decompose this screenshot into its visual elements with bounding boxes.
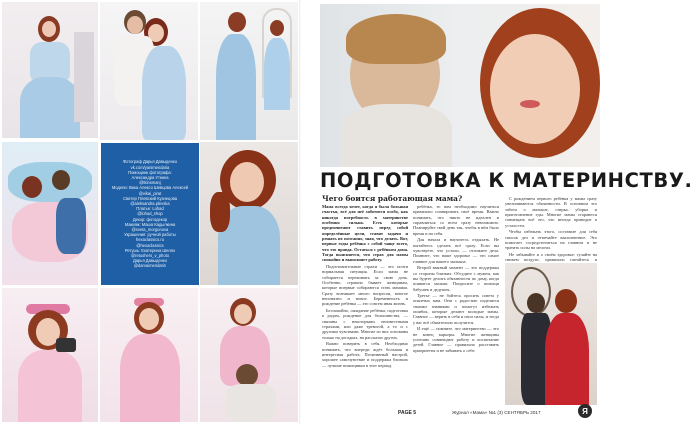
article-paragraph: С рождением первого ребёнка у мамы сразу увеличиваются обязанности. В основном это забота о малыше, стирка, уборка и приготовление еды. Многие мамы стараются совмещать всё это, что иногда приводит к усталости. [505,196,597,228]
credit-line: Макияж: Маша Кадылкина [124,221,176,227]
credit-line: @hexaclassics [136,242,164,248]
article-headline: ПОДГОТОВКА К МАТЕРИНСТВУ. [320,169,693,192]
credit-line: @retushers_v_photo [130,253,170,259]
hero-photo-mother-kiss [320,4,600,167]
credit-line: Платье: Lohad [136,206,164,212]
article-paragraph: Чтобы избежать этого, составьте для себя список дел и отмечайте выполненное. Это помогает сосредоточиться на главном и не тратить силы на мелочи. [505,229,597,251]
credit-line: Модели: Вика Алексо Шевцова Алексей [111,185,189,191]
credit-line: Дарья Давыденко [132,258,168,264]
article-paragraph: Важно поверить в себя. Необходимо понимать, что впереди ждёт большая и интересная работа. Позитивный настрой, хорошее самочувствие и поддержка близких — лучшие помощники в этот период. [322,341,408,368]
article-column-3 [505,196,597,263]
photo-woman-gown-mirror [200,2,298,140]
photo-woman-blue-dress-standing [2,2,98,138]
photo-woman-pink-dress-flowers [100,288,198,422]
photo-woman-portrait-redhead [200,142,298,285]
article-paragraph: Мама всегда хочет, когда я была большая счастья, всё для неё заботится особо, как никогда потребность в материнстве особенно сильна. Есть которые предпочитают ставить перед собой определённые цели, ставят задачи и решать их поэтапно, зная, что делать. Вот, первые годы ребёнка с собой чаще всего, что это правда. Остаться с ребёнком дома. Тогда выясняется, что страх для мамы спокойно и выполняет работу. [322,204,408,263]
credit-line: @darvaimendarin [133,263,167,269]
article-column-2 [413,204,499,406]
credit-line: Помощник фотографа: [128,169,172,175]
photo-woman-flower-crown-camera [2,288,98,422]
article-paragraph: Третье — не бойтесь просить совета у опытных мам. Они с радостью поделятся своими знаниями и помогут избежать ошибок, которые делают молодые мамы. Главное — верить в себя и свои силы, и тогда у вас всё обязательно получится. [413,293,499,325]
article-paragraph: Не забывайте и о своём здоровье: гуляйте на свежем воздухе, правильно питайтесь и [505,251,597,263]
article-paragraph: И ещё — помните, что материнство — это не конец карьеры. Многие женщины успешно совмещают работу и воспитание детей. Главное — правильно расставить приоритеты и не забывать о себе. [413,326,499,353]
credit-line: Свитер Плевский Кузнецова [122,195,178,201]
credit-line: Фотограф Дарья Давыденко [123,159,177,165]
photo-couple-red-dress [505,263,597,405]
article-paragraph: ребёнка, то вам необходимо научиться правильно планировать своё время. Важно понимать, что никто не идеален и справляться со всем сразу невозможно. Планируйте свой день так, чтобы в нём было время и на себя. [413,204,499,236]
credit-line: Александра Уткина [131,174,169,180]
page-number: PAGE 5 [398,410,416,416]
article-subhead: Чего боится работающая мама? [322,194,463,203]
credit-line: Украшения: ручной работы [124,232,176,238]
magazine-logo: Я [578,404,592,418]
article-paragraph: Подготовительные страхи — это почти нормальная ситуация. Если мама не собирается переживать за свою дочь. Особенно, страшно бывает женщинам, которые впервые собираются стать мамами. Сразу возникает много вопросов, многое непонятно и новое. Беременность и рождение ребёнка — это совсем иная жизнь. [322,263,408,307]
page-gutter [299,0,301,424]
photo-couple-lying [2,142,98,285]
photo-credits-box [101,143,199,285]
credit-line: @sveta_morgunova [131,227,169,232]
credit-line: @aleksandra.plevska [130,200,170,206]
article-column-1 [322,204,408,406]
credit-line: hexaclassics.ru [136,237,164,243]
credit-line: @vikai_pirat [138,190,162,196]
article-paragraph: Беспокойно, ожидание ребёнка, подготовка к родам, рождение для большинства, — связаны с некоторыми неизвестными страхами, или даже тревогой, а то и с другими чувствами. Многие из них основаны только на догадках, на рассказах других. [322,307,408,340]
credit-line: Ретушь: Екатерина Шеляо [124,247,176,253]
article-paragraph: Для начала и научитесь отдыхать. Не пытайтесь сделать всё сразу. Если вы чувствуете, что устали, — отложите дела. Помните, что ваше здоровье — это самое главное для вашего малыша. [413,237,499,264]
photo-couple-embrace [100,2,198,140]
magazine-issue: Журнал «Мама» №1 (3) СЕНТЯБРЬ 2017 [452,410,541,415]
photo-couple-pink-dress [200,288,298,422]
credit-line: Декор: фотодекор [132,216,168,222]
credit-line: vk.com/yanimendaria [130,164,170,170]
credit-line: @tkinsmanj [139,180,161,186]
credit-line: @lohad_shop [137,211,163,217]
article-paragraph: Второй важный момент — это поддержка со стороны близких. Обсудите с мужем, как вы будете делить обязанности по дому, когда появится малыш. Попросите о помощи бабушек и дедушек. [413,265,499,292]
